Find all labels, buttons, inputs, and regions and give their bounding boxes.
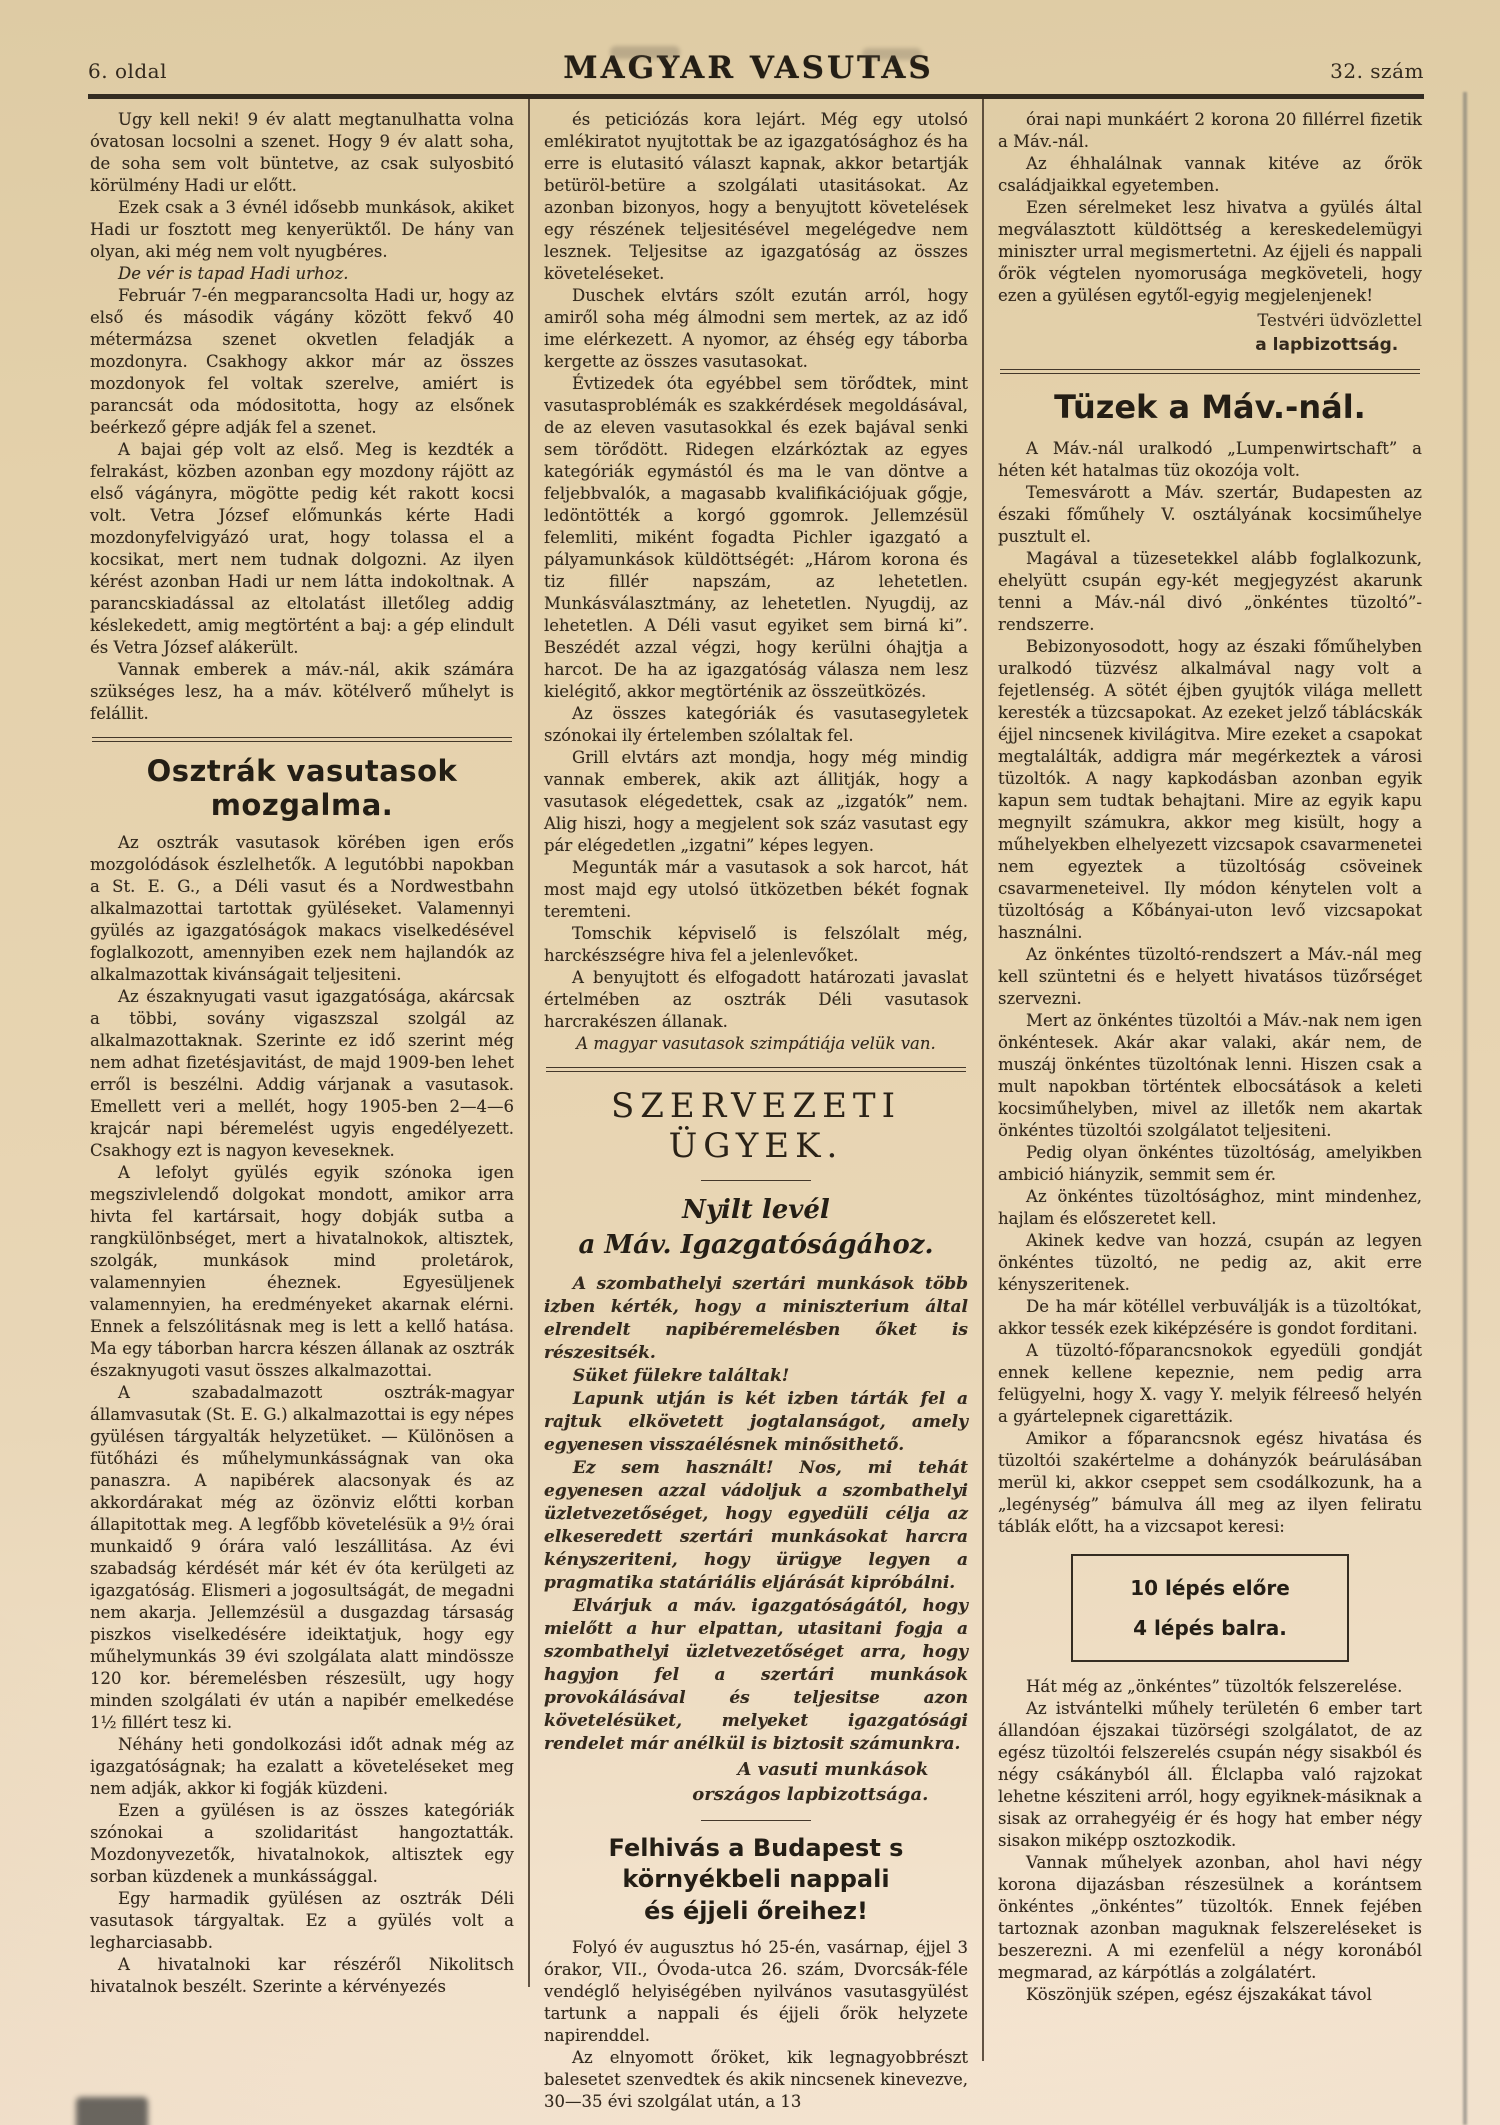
column-1-top-paragraphs <box>90 109 514 725</box>
paragraph: Vannak műhelyek azonban, ahol havi négy korona dijazásban részesülnek a korántsem önkéntes „önkéntes” tüzoltók. Ennek fejében tartoznak azonban maguknak felszereléseket is beszerezni. A mi ezenfelül a négy koronából megmarad, az kárpótlás a zolgálatért. <box>998 1853 1422 1982</box>
sign-text-box <box>1071 1554 1349 1662</box>
committee-signature: a lapbizottság. <box>1255 335 1399 355</box>
paragraph: Egy harmadik gyülésen az osztrák Déli vasutasok tárgyaltak. Ez a gyülés volt a legharciasabb. <box>90 1889 514 1952</box>
paragraph: órai napi munkáért 2 korona 20 fillérrel fizetik a Máv.-nál. <box>998 110 1422 151</box>
paragraph: és peticiózás kora lejárt. Még egy utolsó emlékiratot nyujtottak be az igazgatósághoz és ha erre is elutasitó választ kapnak, akkor betartják betüröl-betüre a szolgálati utasitásokat. Az azonban bizonyos, hogy a benyujtott követelések egy részének teljesitésével megelégedve nem lesznek. Teljesitse az igazgatóság az összes követeléseket. <box>544 110 968 283</box>
paragraph: De ha már kötéllel verbuválják is a tüzoltókat, akkor tessék ezek kiképzésére is gondot forditani. <box>998 1297 1422 1338</box>
paragraph: Az istvántelki műhely területén 6 ember tart állandóan éjszakai tüzörségi szolgálatot, de az egész tüzoltói felszerelés csupán négy sisakból és négy csákányból áll. Élclapba való rajzokat lehetne késziteni arról, hogy egyiknek-másiknak a sisak az orrahegyéig ér és hogy hat ember négy sisakon miképp osztozkodik. <box>998 1699 1422 1850</box>
page-number-label: 6. oldal <box>88 59 167 83</box>
paragraph: Lapunk utján is két izben tárták fel a rajtuk elkövetett jogtalanságot, amely egyenesen visszaélésnek minősithető. <box>544 1389 968 1456</box>
paragraph: A szabadalmazott osztrák-magyar államvasutak (St. E. G.) alkalmazottai is egy népes gyülésen tárgyalták helyzetüket. — Különösen a fütőházi és műhelymunkásságnak van oka panaszra. A napibérek alacsonyak és az akkordárakat még az özönviz előtti korban állapitottak meg. A legfőbb követelésük a 9½ órai munkaidő 9 órára való leszállitása. Az évi szabadság kérdését már két év óta kerülgeti az igazgatóság. Elismeri a jogosultságát, de megadni nem akarja. Jellemzésül a dusgazdag társaság piszkos viselkedésére ideiktatjuk, hogy egy műhelymunkás 39 évi szolgálata alatt mindössze 120 kor. béremelésben részesült, ugy hogy minden szolgálati év után a napibér emelkedése 1½ fillért tesz ki. <box>90 1383 514 1732</box>
paragraph: Az osztrák vasutasok körében igen erős mozgolódások észlelhetők. A legutóbbi napokban a St. E. G., a Déli vasut és a Nordwestbahn alkalmazottai tartottak gyüléseket. Valamennyi gyülés az igazgatóságok makacs viselkedésével foglalkozott, amennyiben ezek nem hajlandók az alkalmazottak kivánságait teljesiteni. <box>90 833 514 984</box>
short-divider <box>701 1820 811 1821</box>
column-1 <box>88 99 528 2125</box>
issue-number-label: 32. szám <box>1330 59 1424 83</box>
section-divider <box>546 1067 966 1072</box>
ink-smudge-top-right <box>862 48 922 60</box>
paragraph: A lefolyt gyülés egyik szónoka igen megszivlelendő dolgokat mondott, amikor arra hivta fel kartársait, hogy dobják sutba a rangkülönbséget, mert a hivatalnokok, altisztek, szolgák, munkások mind proletárok, valamennyien éheznek. Egyesüljenek valamennyien, ha eredményeket akarnak elérni. Ennek a felszólitásnak meg is lett a kellő hatása. Ma egy táborban harcra készen állanak az osztrák északnyugoti vasut összes alkalmazottai. <box>90 1163 514 1380</box>
felhivas-heading-line2: és éjjeli őreihez! <box>644 1896 868 1925</box>
paragraph: A tüzoltó-főparancsnokok egyedüli gondját ennek kellene kepeznie, nem pedig arra felügyelni, hogy X. vagy Y. melyik félreeső helyén a gyártelepnek cigarettázik. <box>998 1341 1422 1426</box>
page-header <box>88 50 1424 99</box>
paragraph: Folyó év augusztus hó 25-én, vasárnap, éjjel 3 órakor, VII., Óvoda-utca 26. szám, Dvorcsák-féle vendéglő helyiségében nyilvános vasutasgyülést tartunk a nappali és éjjeli őrök helyzete napirenddel. <box>544 1937 968 2045</box>
columns-container <box>88 99 1424 2125</box>
paragraph: Temesvárott a Máv. szertár, Budapesten az északi főműhely V. osztályának kocsiműhelye pusztult el. <box>998 483 1422 546</box>
paragraph: Ugy kell neki! 9 év alatt megtanulhatta volna óvatosan locsolni a szenet. Hogy 9 év alatt soha, de soha sem volt büntetve, az csak sulyosbitó körülmény Hadi ur előtt. <box>90 110 514 195</box>
paragraph: Vannak emberek a máv.-nál, akik számára szükséges lesz, ha a máv. kötélverő műhelyt is felállit. <box>90 660 514 723</box>
paragraph: Évtizedek óta egyébbel sem törődtek, mint vasutasproblémák es szakkérdések megoldásával, de az eleven vasutasokkal és ezek bajával senki sem törődött. Ridegen elzárkóztak az egyes kategóriák egymástól és ma le van döntve a feljebbvalók, a magasabb kvalifikációjuak gőgje, ledöntötték a korgó ggomrok. Jellemzésül felemliti, miként fogadta Pichler igazgató a pályamunkások küldöttségét: „Három korona és tiz fillér napszám, az lehetetlen. Munkásválasztmány, az lehetetlen. Nyugdij, az lehetetlen. A Déli vasut egyiket sem birná ki”. Beszédét azzal végzi, hogy kerülni óhajtja a harcot. De ha az igazgatóság válasza nem lesz kielégitő, akkor megtörténik az összeütközés. <box>544 374 968 701</box>
sign-line2: 4 lépés balra. <box>1133 1616 1287 1640</box>
page-edge-line <box>1463 92 1467 2125</box>
paragraph: A hivatalnoki kar részéről Nikolitsch hivatalnok beszélt. Szerinte a kérvényezés <box>90 1955 514 1996</box>
paragraph: Grill elvtárs azt mondja, hogy még mindig vannak emberek, akik azt állitják, hogy a vasutasok elégedettek, csak az „izgatók” nem. Alig hiszi, hogy a megjelent sok száz vasutast egy pár elégedetlen „izgatni” képes legyen. <box>544 748 968 855</box>
letter-title-line1: Nyilt levél <box>682 1195 830 1225</box>
paragraph: Tomschik képviselő is felszólalt még, harckészségre hiva fel a jelenlevőket. <box>544 924 968 965</box>
paragraph: Február 7-én megparancsolta Hadi ur, hogy az első és második vágány között fekvő 40 métermázsa szenet okvetlen feladják a mozdonyra. Csakhogy akkor már az összes mozdonyok fel voltak szerelve, amiért is parancsát oda módositotta, hogy az elsőnek beérkező gépre adják fel a szenet. <box>90 286 514 437</box>
letter-signature-line2: országos lapbizottsága. <box>692 1784 929 1806</box>
paragraph: Az elnyomott őröket, kik legnagyobbrészt balesetet szenvedtek és akik nincsenek kinevezve, 30—35 évi szolgálat után, a 13 <box>544 2047 968 2111</box>
section-divider <box>1000 369 1420 374</box>
paragraph: Magával a tüzesetekkel alább foglalkozunk, ehelyütt csupán egy-két megjegyzést akarunk tenni a Máv.-nál divó „önkéntes tüzoltó”-rendszerre. <box>998 549 1422 634</box>
column-rule-2 <box>982 99 984 2061</box>
paragraph: Ezen sérelmeket lesz hivatva a gyülés által megválasztott küldöttség a kereskedelemügyi miniszter urral megismertetni. Az éjjeli és nappali őrök végtelen nyomorusága megköveteli, hogy ezen a gyülésen egytől-egyig megjelenjenek! <box>998 198 1422 305</box>
column-2-top-paragraphs <box>544 109 968 1055</box>
paragraph: A magyar vasutasok szimpátiája velük van. <box>576 1034 936 1053</box>
paragraph: Mert az önkéntes tüzoltói a Máv.-nak nem igen önkéntesek. Akár akar valaki, akár nem, de muszáj önkéntes tüzoltónak lenni. Hiszen csak a mult napokban történtek elbocsátások a keleti kocsiműhelyben, mivel az illetők nem akartak önkéntes tüzoltói szolgálatot teljesiteni. <box>998 1011 1422 1140</box>
article-heading-tuzek: Tüzek a Máv.-nál. <box>1054 388 1366 426</box>
paragraph: Köszönjük szépen, egész éjszakákat távol <box>1026 1985 1372 2004</box>
paragraph: Elvárjuk a máv. igazgatóságától, hogy mielőtt a hur elpattan, utasitani fogja a szombathelyi üzletvezetőséget arra, hogy hagyjon fel a szertári munkások provokálásával és teljesitse azon követelésüket, melyeket igazgatósági rendelet már anélkül is biztosit számunkra. <box>544 1596 968 1755</box>
section-divider <box>92 737 512 742</box>
felhivas-heading-line1: Felhivás a Budapest s környékbeli nappali <box>608 1834 904 1894</box>
tuzek-paragraphs <box>998 438 1422 1538</box>
paragraph: Ez sem használt! Nos, mi tehát egyenesen azzal vádoljuk a szombathelyi üzletvezetőséget, hogy egyedüli célja az elkeseredett szertári munkásokat harcra kényszeriteni, hogy ürügye legyen a pragmatika statáriális eljárását kipróbálni. <box>544 1458 968 1594</box>
article-heading-osztrak-vasutasok: Osztrák vasutasok mozgalma. <box>146 754 458 822</box>
paragraph: Akinek kedve van hozzá, csupán az legyen önkéntes tüzoltó, ne pedig az, akit erre kényszeritenek. <box>998 1231 1422 1294</box>
paragraph: Ezek csak a 3 évnél idősebb munkások, akiket Hadi ur fosztott meg kenyerüktől. De hány van olyan, aki még nem volt nyugbéres. <box>90 198 514 261</box>
letter-title-line2: a Máv. Igazgatóságához. <box>578 1230 934 1261</box>
tuzek-paragraphs-after-box <box>998 1676 1422 2006</box>
letter-signature-line1: A vasuti munkások <box>737 1759 929 1781</box>
open-letter-paragraphs <box>544 1273 968 1756</box>
paragraph: Az északnyugati vasut igazgatósága, akárcsak a többi, sovány vigaszszal szolgál az alkalmazottaknak. Szerinte ez idő szerint még nem adhat fizetésjavitást, de majd 1909-ben lehet erről is beszélni. Addig várjanak a vasutasok. Emellett veri a mellét, hogy 1905-ben 2—4—6 krajcár napi béremelést ugyis engedélyezett. Csakhogy ezt is nagyon keveseknek. <box>90 987 514 1160</box>
paragraph: Megunták már a vasutasok a sok harcot, hát most majd egy utolsó ütközetben békét fognak teremteni. <box>544 858 968 921</box>
paragraph: Bebizonyosodott, hogy az északi főműhelyben uralkodó tüzvész alkalmával nagy volt a fejetlenség. A sötét éjben gyujtók világa mellett keresték a tüzcsapokat. Az ezeket jelző táblácskák éjjel nincsenek kivilágitva. Mire ezeket a csapokat megtalálták, addigra már megérkeztek a városi tüzoltók. A nagy kapkodásban azonban egyik kapun sem tudtak behajtani. Mire az egyik kapu megnyilt számukra, akkor meg kisült, hogy a műhelyekben elhelyezett vizcsapok csavarmenetei nem egyeztek a tüzoltóság csöveinek csavarmeneteivel. Ily módon kénytelen volt a tüzoltóság a Kőbányai-uton levő vizcsapokat használni. <box>998 637 1422 942</box>
paragraph: Ezen a gyülésen is az összes kategóriák szónokai a szolidaritást hangoztatták. Mozdonyvezetők, hivatalnokok, altisztek egy sorban küzdenek a munkássággal. <box>90 1801 514 1886</box>
paragraph: A szombathelyi szertári munkások több izben kérték, hogy a miniszterium által elrendelt napibéremelésben őket is részesitsék. <box>544 1274 968 1364</box>
paragraph: A bajai gép volt az első. Meg is kezdték a felrakást, közben azonban egy mozdony rájött az első vágányra, mögötte pedig két rakott kocsi volt. Vetra József előmunkás kérte Hadi mozdonyfelvigyázó urat, hogy tolassa el a kocsikat, mert nem tudnak dolgozni. Az ilyen kérést azonban Hadi ur nem látta indokoltnak. A parancskiadással az eltolatást illetőleg addig késlekedett, amig megtörtént a baj: a gép elindult és Vetra József alákerült. <box>90 440 514 657</box>
sign-line1: 10 lépés előre <box>1130 1576 1290 1600</box>
paragraph: A benyujtott és elfogadott határozati javaslat értelmében az osztrák Déli vasutasok harcrakészen állanak. <box>544 968 968 1031</box>
paragraph: Az önkéntes tüzoltó-rendszert a Máv.-nál meg kell szüntetni és e helyett hivatásos tüzőrséget szervezni. <box>998 945 1422 1008</box>
paragraph: Az éhhalálnak vannak kitéve az őrök családjaikkal egyetemben. <box>998 154 1422 195</box>
column-rule-1 <box>528 99 530 1987</box>
ink-smudge-bottom-left <box>76 2097 148 2125</box>
paragraph: Néhány heti gondolkozási időt adnak még az igazgatóságnak; ha ezalatt a követeléseket meg nem adják, akkor ki fogják küzdeni. <box>90 1735 514 1798</box>
short-divider <box>701 1180 811 1181</box>
column-3-top-paragraphs <box>998 109 1422 307</box>
column-2 <box>530 99 982 2125</box>
masthead-title: MAGYAR VASUTAS <box>563 50 934 86</box>
paragraph: Az összes kategóriák és vasutasegyletek szónokai ily értelemben szólaltak fel. <box>544 704 968 745</box>
paragraph: Duschek elvtárs szólt ezután arról, hogy amiről soha még álmodni sem mertek, az az idő ime elérkezett. A nyomor, az éhség egy táborba kergette az összes vasutasokat. <box>544 286 968 371</box>
paragraph: Süket fülekre találtak! <box>572 1366 790 1387</box>
paragraph: Az önkéntes tüzoltósághoz, mint mindenhez, hajlam és előszeretet kell. <box>998 1187 1422 1228</box>
paragraph: Pedig olyan önkéntes tüzoltóság, amelyikben ambició hiányzik, semmit sem ér. <box>998 1143 1422 1184</box>
section-heading-szervezeti-ugyek: SZERVEZETI ÜGYEK. <box>610 1086 902 1166</box>
notice-heading-felhivas <box>544 1833 968 1927</box>
paragraph: Amikor a főparancsnok egész hivatása és tüzoltói szakértelme a dohányzók beárulásában merül ki, akkor cseppet sem csodálkozunk, ha a „legénység” bámulva áll meg az ilyen feliratu táblák előtt, ha a vizcsapot keresi: <box>998 1429 1422 1536</box>
column-3 <box>984 99 1424 2125</box>
letter-title <box>544 1193 968 1263</box>
felhivas-paragraphs <box>544 1937 968 2113</box>
paragraph: A Máv.-nál uralkodó „Lumpenwirtschaft” a héten két hatalmas tüz okozója volt. <box>998 439 1422 480</box>
paragraph: De vér is tapad Hadi urhoz. <box>118 264 349 283</box>
paragraph: Hát még az „önkéntes” tüzoltók felszerelése. <box>1026 1677 1403 1696</box>
greeting-line: Testvéri üdvözlettel <box>1257 311 1422 330</box>
column-1-section-paragraphs <box>90 832 514 1998</box>
ink-smudge-top-center <box>610 46 680 59</box>
